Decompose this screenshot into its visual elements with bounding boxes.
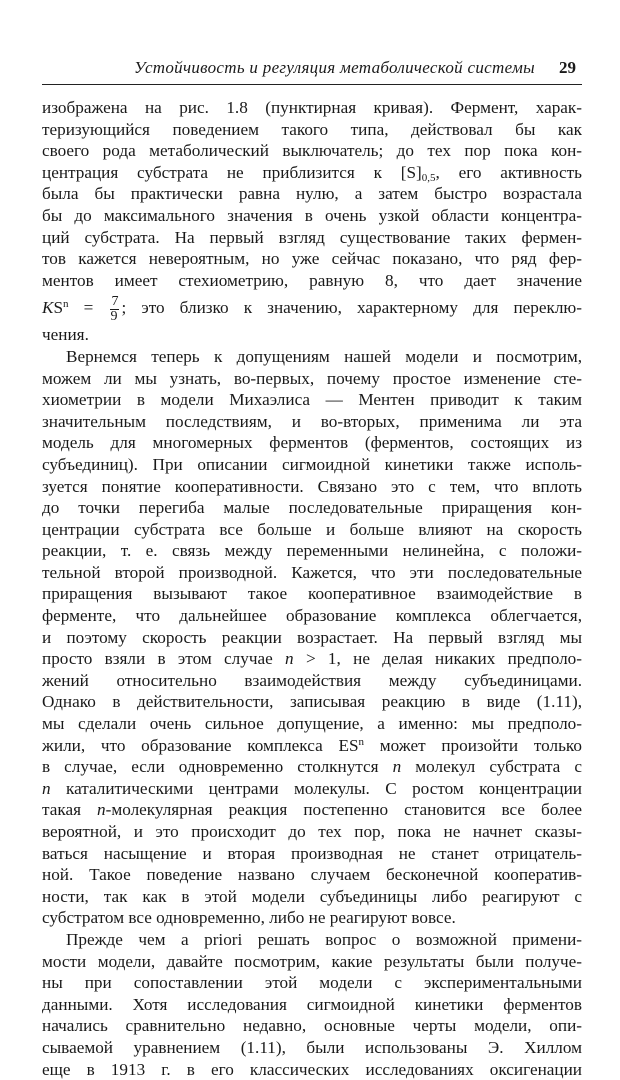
text-line: данными. Хотя исследования сигмоидной кинетики ферментов bbox=[42, 994, 582, 1014]
superscript: n bbox=[358, 735, 365, 748]
text-line: такая n-молекулярная реакция постепенно становится все более bbox=[42, 800, 582, 820]
text-line: n каталитическими центрами молекулы. С ростом концентрации bbox=[42, 778, 582, 798]
text-line: бы до максимального значения в очень узкой области концентра- bbox=[42, 205, 582, 225]
text-line: реакции, т. е. связь между переменными нелинейна, с положи- bbox=[42, 541, 582, 561]
fraction-denominator: 9 bbox=[110, 308, 118, 324]
text-line: тов кажется невероятным, но уже сейчас показано, что ряд фер- bbox=[42, 249, 582, 269]
text-line: и поэтому скорость реакции возрастает. На первый взгляд мы bbox=[42, 627, 582, 647]
text-line: жений относительно взаимодействия между субъединицами. bbox=[42, 670, 582, 690]
text-line: начались сравнительно недавно, основные черты модели, опи- bbox=[42, 1016, 582, 1036]
text-line: в случае, если одновременно столкнутся n молекул субстрата с bbox=[42, 757, 583, 777]
text-line: Однако в действительности, записывая реакцию в виде (1.11), bbox=[42, 692, 582, 712]
text-line: центрации субстрата все больше и больше влияют на скорость bbox=[42, 519, 582, 539]
paragraph-1 bbox=[42, 97, 582, 346]
fraction-numerator: 7 bbox=[111, 293, 119, 309]
text-line: просто взяли в этом случае n > 1, не делая никаких предполо- bbox=[42, 649, 582, 669]
text-line: своего рода метаболический выключатель; до тех пор пока кон- bbox=[42, 141, 582, 161]
text-line: до точки перегиба малые последовательные приращения кон- bbox=[42, 498, 582, 518]
text-line: мости модели, давайте посмотрим, какие результаты были получе- bbox=[42, 951, 582, 971]
text-line: тельной второй производной. Кажется, что эти последовательные bbox=[42, 562, 582, 582]
text-line: приращения вызывают такое кооперативное взаимодействие в bbox=[42, 584, 582, 604]
text-line: чения. bbox=[42, 325, 89, 345]
paragraph-2 bbox=[42, 346, 582, 929]
running-title: Устойчивость и регуляция метаболической системы bbox=[134, 58, 535, 77]
text-line: можем ли мы узнать, во-первых, почему простое изменение сте- bbox=[42, 368, 582, 388]
text-line: ций субстрата. На первый взгляд существование таких фермен- bbox=[42, 227, 582, 247]
text-line: ваться насыщение и вторая производная не станет отрицатель- bbox=[42, 843, 582, 863]
text-line: Прежде чем а priori решать вопрос о возможной примени- bbox=[66, 929, 582, 949]
text-line: ны при сопоставлении этой модели с экспериментальными bbox=[42, 973, 582, 993]
text-line: теризующийся поведением такого типа, действовал бы как bbox=[42, 119, 582, 139]
text-line: ментов имеет стехиометрию, равную 8, что дает значение bbox=[42, 270, 582, 290]
text-line: вероятной, и это происходит до тех пор, пока не начнет сказы- bbox=[42, 822, 582, 841]
text-line: жили, что образование комплекса $ES^n$ может произойти только bbox=[42, 735, 582, 755]
text-line: зуется понятие кооперативности. Связано это с тем, что вплоть bbox=[42, 476, 582, 496]
text-line: мы сделали очень сильное допущение, а именно: мы предполо- bbox=[42, 714, 582, 734]
text-line: Вернемся теперь к допущениям нашей модели и посмотрим, bbox=[66, 346, 582, 366]
text-line: еще в 1913 г. в его классических исследованиях оксигенации bbox=[42, 1059, 582, 1079]
text-line: модель для многомерных ферментов (ферментов, состоящих из bbox=[42, 433, 582, 453]
text-line: хиометрии в модели Михаэлиса — Ментен приводит к таким bbox=[42, 390, 582, 410]
page-number: 29 bbox=[559, 58, 576, 77]
formula-k: K bbox=[42, 298, 54, 318]
text-line: центрация субстрата не приблизится к $[S]_{0,5}$, его активность bbox=[42, 162, 582, 184]
text-line: значительным последствиям, и во-вторых, применима ли эта bbox=[42, 411, 582, 431]
subscript: 0,5 bbox=[421, 171, 436, 184]
formula-line: $KS^n$ = $\frac{7}{9}$ ; это близко к значению, характерному для переклю- bbox=[42, 293, 582, 324]
superscript: n bbox=[63, 298, 69, 311]
header-rule bbox=[42, 84, 582, 85]
running-head bbox=[42, 58, 582, 82]
text-line: изображена на рис. 1.8 (пунктирная кривая). Фермент, харак- bbox=[42, 98, 582, 117]
text-line: субъединиц). При описании сигмоидной кинетики также исполь- bbox=[42, 454, 582, 474]
fraction bbox=[110, 295, 119, 324]
text-line: субстратом все одновременно, либо не реагируют вовсе. bbox=[42, 908, 456, 928]
text-line: ной. Такое поведение названо случаем бесконечной кооператив- bbox=[42, 865, 582, 885]
text-line: сываемой уравнением (1.11), были использованы Э. Хиллом bbox=[42, 1037, 582, 1057]
paragraph-3 bbox=[42, 929, 582, 1080]
text-line: ферменте, что дальнейшее образование комплекса облегчается, bbox=[42, 606, 582, 626]
text-line: ности, так как в этой модели субъединицы либо реагируют с bbox=[42, 886, 582, 906]
body-text bbox=[42, 97, 582, 1080]
text-line: была бы практически равна нулю, а затем быстро возрастала bbox=[42, 184, 582, 204]
